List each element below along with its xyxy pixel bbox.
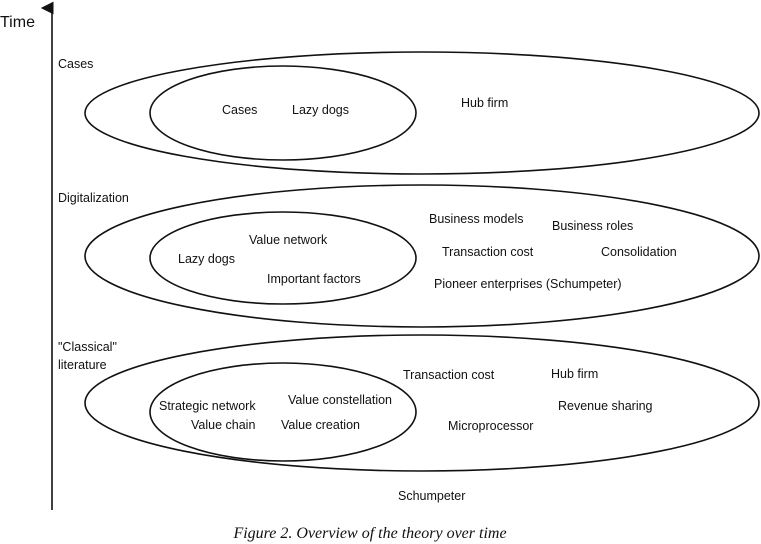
outer-item-pioneer-enterprises: Pioneer enterprises (Schumpeter) <box>434 277 622 291</box>
layer-label-digitalization: Digitalization <box>58 191 129 205</box>
inner-item-lazy-dogs: Lazy dogs <box>178 252 235 266</box>
layer-cases <box>58 52 759 174</box>
inner-item-cases: Cases <box>222 103 258 117</box>
figure-caption: Figure 2. Overview of the theory over time <box>233 525 507 542</box>
outer-item-business-roles: Business roles <box>552 219 634 233</box>
inner-item-lazy-dogs: Lazy dogs <box>292 103 349 117</box>
outer-item-hub-firm: Hub firm <box>461 96 509 110</box>
outer-item-revenue-sharing: Revenue sharing <box>558 399 653 413</box>
outer-item-transaction-cost: Transaction cost <box>442 245 534 259</box>
outer-item-consolidation: Consolidation <box>601 245 677 259</box>
layer-classical-literature <box>58 335 759 503</box>
outer-item-microprocessor: Microprocessor <box>448 419 534 433</box>
layer-label-classical-line2: literature <box>58 358 107 372</box>
inner-item-value-creation: Value creation <box>281 418 360 432</box>
layer-label-classical-line1: "Classical" <box>58 340 117 354</box>
layer-label-cases: Cases <box>58 57 94 71</box>
inner-item-strategic-network: Strategic network <box>159 399 256 413</box>
inner-item-value-chain: Value chain <box>191 418 256 432</box>
inner-item-value-constellation: Value constellation <box>288 393 393 407</box>
outer-item-transaction-cost: Transaction cost <box>403 368 495 382</box>
inner-ellipse-cases <box>150 66 416 160</box>
inner-item-value-network: Value network <box>249 233 328 247</box>
outer-ellipse-cases <box>85 52 759 174</box>
item-schumpeter: Schumpeter <box>398 489 466 503</box>
time-axis-label: Time <box>0 14 35 31</box>
outer-item-business-models: Business models <box>429 212 524 226</box>
inner-item-important-factors: Important factors <box>267 272 361 286</box>
outer-item-hub-firm: Hub firm <box>551 367 599 381</box>
layer-digitalization <box>58 185 759 327</box>
